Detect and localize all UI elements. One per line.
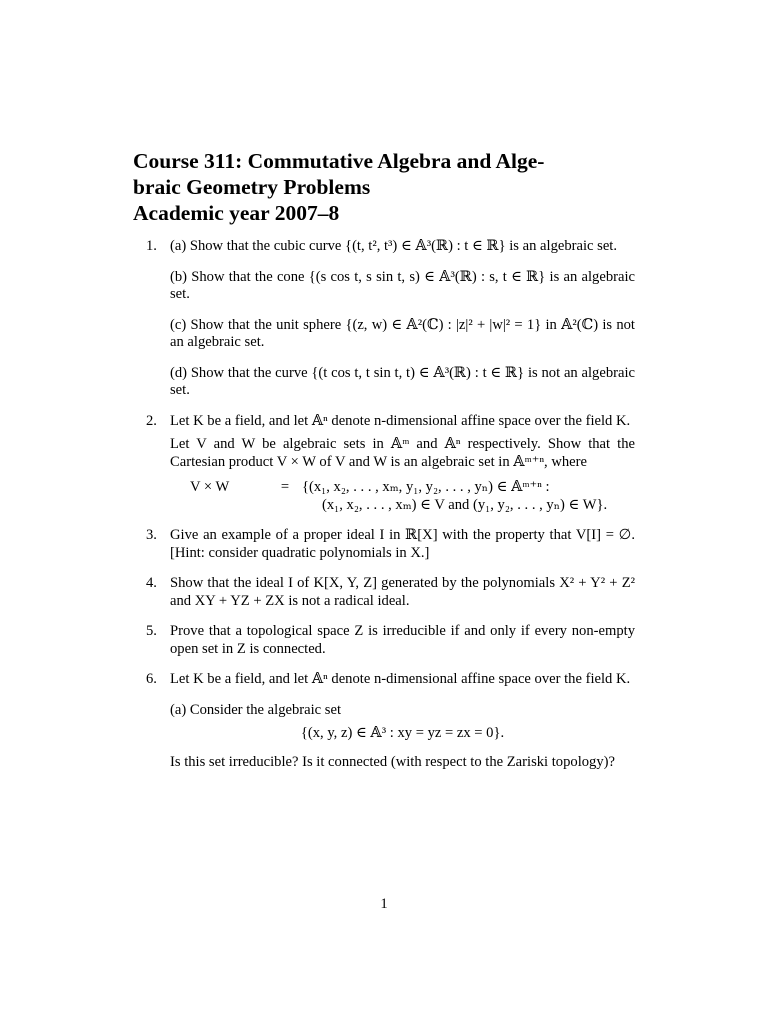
equation-continuation: (x₁, x₂, . . . , xₘ) ∈ V and (y₁, y₂, . . . , yₙ) ∈ W}. xyxy=(322,496,608,513)
problem-6 xyxy=(133,671,635,771)
problem-1d: (d) Show that the curve {(t cos t, t sin t, t) ∈ 𝔸³(ℝ) : t ∈ ℝ} is not an algebraic set. xyxy=(170,364,635,398)
document-page xyxy=(133,148,635,784)
display-equation: {(x, y, z) ∈ 𝔸³ : xy = yz = zx = 0}. xyxy=(300,725,505,741)
page-number: 1 xyxy=(380,896,388,912)
problem-number: 1. xyxy=(146,238,157,254)
problem-number: 2. xyxy=(146,412,157,429)
problem-number: 3. xyxy=(146,527,157,543)
title-line-3: Academic year 2007–8 xyxy=(133,201,340,225)
problem-4-text: Show that the ideal I of K[X, Y, Z] generated by the polynomials X² + Y² + Z² and XY + YZ + ZX is not a radical ideal. xyxy=(170,575,635,609)
problem-6a: (a) Consider the algebraic set xyxy=(170,701,341,718)
problem-2-statement: Let V and W be algebraic sets in 𝔸ᵐ and 𝔸ⁿ respectively. Show that the Cartesian product V × W of V and W is an algebraic set in 𝔸ᵐ⁺ⁿ, where xyxy=(170,436,635,470)
problem-3 xyxy=(133,527,635,562)
problem-5-text: Prove that a topological space Z is irreducible if and only if every non-empty open set in Z is connected. xyxy=(170,623,635,657)
problem-2 xyxy=(133,413,635,515)
problem-1a: (a) Show that the cubic curve {(t, t², t³) ∈ 𝔸³(ℝ) : t ∈ ℝ} is an algebraic set. xyxy=(170,238,618,254)
equation-lhs: V × W xyxy=(190,479,230,495)
problem-6a-question: Is this set irreducible? Is it connected (with respect to the Zariski topology)? xyxy=(170,753,615,770)
problem-number: 4. xyxy=(146,575,157,591)
document-title xyxy=(133,148,635,226)
display-equation xyxy=(190,479,635,514)
problem-2-intro: Let K be a field, and let 𝔸ⁿ denote n-dimensional affine space over the field K. xyxy=(170,412,631,429)
problem-1 xyxy=(133,238,635,400)
title-line-1: Course 311: Commutative Algebra and Alge- xyxy=(133,149,545,173)
problem-1c: (c) Show that the unit sphere {(z, w) ∈ 𝔸²(ℂ) : |z|² + |w|² = 1} in 𝔸²(ℂ) is not an algebraic set. xyxy=(170,316,635,350)
equation-operator: = xyxy=(280,479,290,495)
problem-5 xyxy=(133,623,635,658)
problem-1b: (b) Show that the cone {(s cos t, s sin t, s) ∈ 𝔸³(ℝ) : s, t ∈ ℝ} is an algebraic set. xyxy=(170,268,635,302)
problem-6-intro: Let K be a field, and let 𝔸ⁿ denote n-dimensional affine space over the field K. xyxy=(170,671,631,687)
title-line-2: braic Geometry Problems xyxy=(133,175,371,199)
problem-3-text: Give an example of a proper ideal I in ℝ[X] with the property that V[I] = ∅. [Hint: consider quadratic polynomials in X.] xyxy=(170,527,635,561)
problem-number: 6. xyxy=(146,671,157,687)
problem-number: 5. xyxy=(146,623,157,639)
problem-4 xyxy=(133,575,635,610)
equation-rhs: {(x₁, x₂, . . . , xₘ, y₁, y₂, . . . , yₙ) ∈ 𝔸ᵐ⁺ⁿ : xyxy=(302,479,550,495)
